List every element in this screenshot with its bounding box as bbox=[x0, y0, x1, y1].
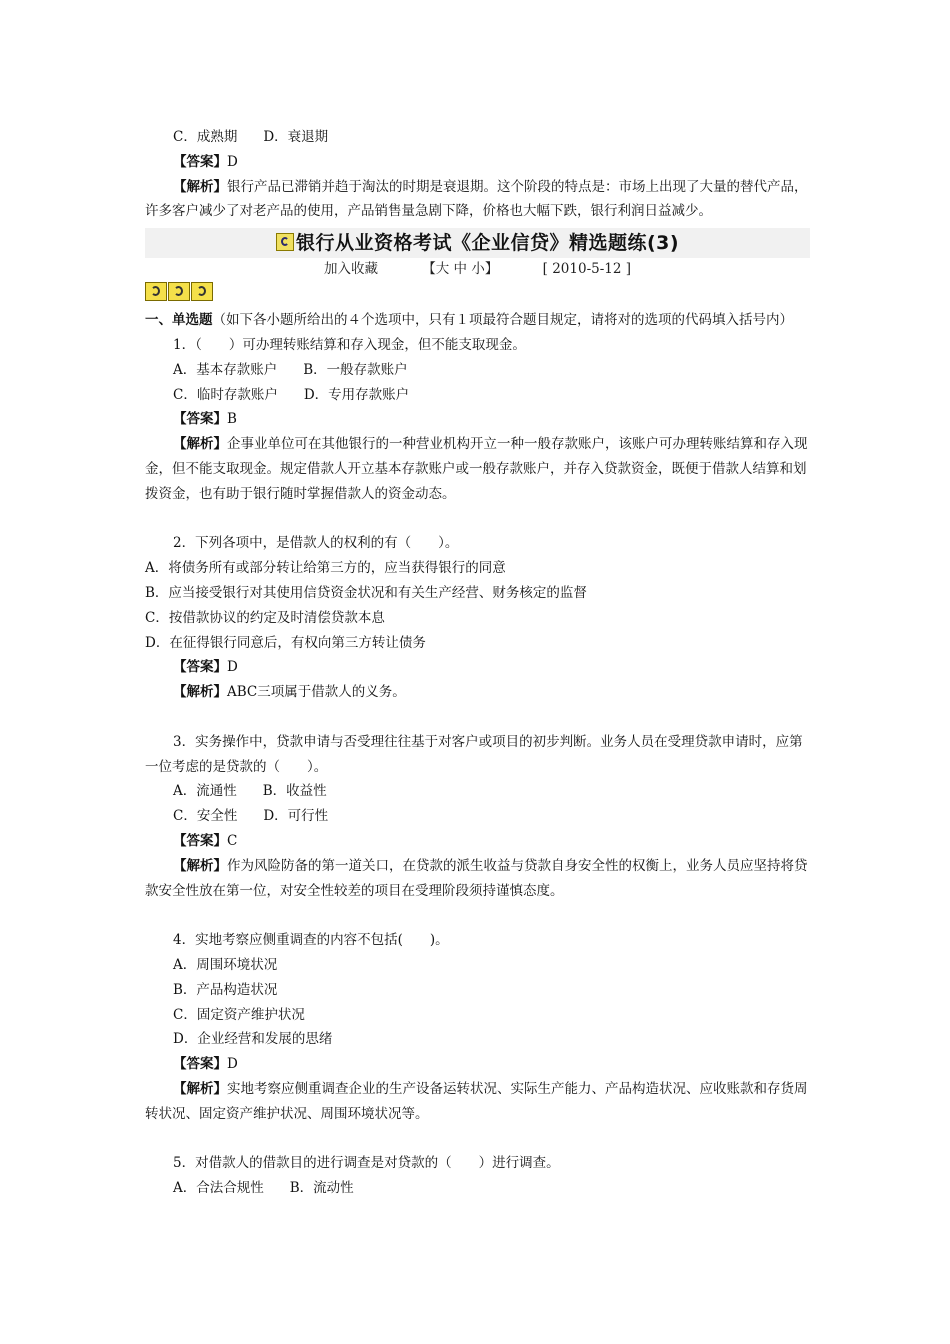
title-meta bbox=[145, 258, 810, 280]
document-page bbox=[145, 125, 810, 1201]
answer-value: D bbox=[227, 1056, 238, 1073]
analysis-label: 【解析】 bbox=[173, 1080, 227, 1097]
question-stem: 4．实地考察应侧重调查的内容不包括( )。 bbox=[173, 932, 449, 949]
analysis-text: 实地考察应侧重调查企业的生产设备运转状况、实际生产能力、产品构造状况、应收账款和存货周转状况、固定资产维护状况、周围环境状况等。 bbox=[145, 1080, 808, 1122]
option: B．流动性 bbox=[289, 1180, 354, 1197]
answer-value: B bbox=[227, 411, 237, 428]
analysis-label: 【解析】 bbox=[173, 857, 227, 874]
option: A．基本存款账户 bbox=[173, 361, 278, 378]
share-icon[interactable] bbox=[191, 282, 213, 301]
answer-line bbox=[145, 655, 810, 680]
option: A．合法合规性 bbox=[173, 1180, 264, 1197]
analysis-text: 企事业单位可在其他银行的一种营业机构开立一种一般存款账户，该账户可办理转账结算和存入现金，但不能支取现金。规定借款人开立基本存款账户或一般存款账户，并存入贷款资金，既便于借款人结算和划拨资金，也有助于银行随时掌握借款人的资金动态。 bbox=[145, 436, 808, 502]
question-stem: 2．下列各项中，是借款人的权利的有（ ）。 bbox=[173, 535, 459, 552]
share-icon[interactable] bbox=[168, 282, 190, 301]
options-row bbox=[145, 358, 810, 383]
question-block bbox=[145, 333, 810, 507]
option: D．衰退期 bbox=[263, 129, 329, 145]
question-block bbox=[145, 1151, 810, 1201]
analysis-label: 【解析】 bbox=[173, 178, 227, 195]
answer-value: D bbox=[227, 153, 238, 170]
answer-line bbox=[145, 829, 810, 854]
question-stem: 3．实务操作中，贷款申请与否受理往往基于对客户或项目的初步判断。业务人员在受理贷款申请时，应第一位考虑的是贷款的（ ）。 bbox=[145, 733, 803, 775]
analysis-text: ABC三项属于借款人的义务。 bbox=[227, 684, 406, 701]
options-row bbox=[145, 1176, 810, 1201]
share-icons bbox=[145, 282, 810, 304]
answer-value: D bbox=[227, 659, 238, 676]
option: B．应当接受银行对其使用信贷资金状况和有关生产经营、财务核定的监督 bbox=[145, 584, 587, 601]
options-row bbox=[145, 779, 810, 804]
answer-label: 【答案】 bbox=[173, 411, 227, 428]
option: D．可行性 bbox=[263, 808, 329, 825]
option: D．在征得银行同意后，有权向第三方转让债务 bbox=[145, 634, 426, 651]
analysis-text: 作为风险防备的第一道关口，在贷款的派生收益与贷款自身安全性的权衡上，业务人员应坚持将贷款安全性放在第一位，对安全性较差的项目在受理阶段须持谨慎态度。 bbox=[145, 857, 808, 899]
question-block bbox=[145, 531, 810, 705]
page-title: 银行从业资格考试《企业信贷》精选题练(3) bbox=[295, 232, 680, 255]
font-size-selector[interactable]: 【大 中 小】 bbox=[422, 261, 499, 278]
option: B．一般存款账户 bbox=[303, 361, 408, 378]
analysis-paragraph bbox=[145, 680, 810, 705]
option: B．收益性 bbox=[262, 783, 327, 800]
answer-label: 【答案】 bbox=[173, 153, 227, 170]
option: C．临时存款账户 bbox=[173, 386, 278, 403]
answer-value: C bbox=[227, 832, 238, 849]
answer-line bbox=[145, 150, 810, 175]
analysis-label: 【解析】 bbox=[173, 436, 227, 453]
answer-line bbox=[145, 1052, 810, 1077]
section-heading bbox=[145, 308, 810, 333]
options-row bbox=[145, 804, 810, 829]
section-title: 一、单选题 bbox=[145, 312, 213, 329]
analysis-label: 【解析】 bbox=[173, 684, 227, 701]
option: A．将债务所有或部分转让给第三方的，应当获得银行的同意 bbox=[145, 560, 506, 577]
question-block bbox=[145, 928, 810, 1126]
option: C．按借款协议的约定及时清偿贷款本息 bbox=[145, 609, 385, 626]
option: B．产品构造状况 bbox=[173, 981, 278, 998]
option: C．固定资产维护状况 bbox=[173, 1006, 305, 1023]
answer-line bbox=[145, 407, 810, 432]
option: A．周围环境状况 bbox=[173, 956, 278, 973]
analysis-paragraph bbox=[145, 175, 810, 225]
option: D．企业经营和发展的思绪 bbox=[173, 1031, 333, 1048]
analysis-paragraph bbox=[145, 854, 810, 904]
analysis-text: 银行产品已滞销并趋于淘汰的时期是衰退期。这个阶段的特点是：市场上出现了大量的替代产品，许多客户减少了对老产品的使用，产品销售量急剧下降，价格也大幅下跌，银行利润日益减少。 bbox=[145, 178, 808, 220]
answer-label: 【答案】 bbox=[173, 1056, 227, 1073]
options-row bbox=[145, 125, 810, 150]
question-stem: 1．（ ）可办理转账结算和存入现金，但不能支取现金。 bbox=[173, 336, 526, 353]
answer-label: 【答案】 bbox=[173, 832, 227, 849]
question-block bbox=[145, 730, 810, 904]
section-instruction: （如下各小题所给出的４个选项中，只有１项最符合题目规定，请将对的选项的代码填入括号内） bbox=[212, 312, 793, 329]
option: C．安全性 bbox=[173, 808, 238, 825]
option: D．专用存款账户 bbox=[303, 386, 410, 403]
document-icon bbox=[276, 233, 294, 251]
analysis-paragraph bbox=[145, 1077, 810, 1127]
option: A．流通性 bbox=[173, 783, 237, 800]
share-icon[interactable] bbox=[145, 282, 167, 301]
option: C．成熟期 bbox=[173, 129, 238, 145]
analysis-paragraph bbox=[145, 432, 810, 506]
options-row bbox=[145, 383, 810, 408]
title-banner bbox=[145, 228, 810, 258]
add-favorite-link[interactable]: 加入收藏 bbox=[323, 261, 378, 278]
question-stem: 5．对借款人的借款目的进行调查是对贷款的（ ）进行调查。 bbox=[173, 1155, 560, 1172]
answer-label: 【答案】 bbox=[173, 659, 227, 676]
publish-date: [ 2010-5-12 ] bbox=[542, 261, 632, 278]
